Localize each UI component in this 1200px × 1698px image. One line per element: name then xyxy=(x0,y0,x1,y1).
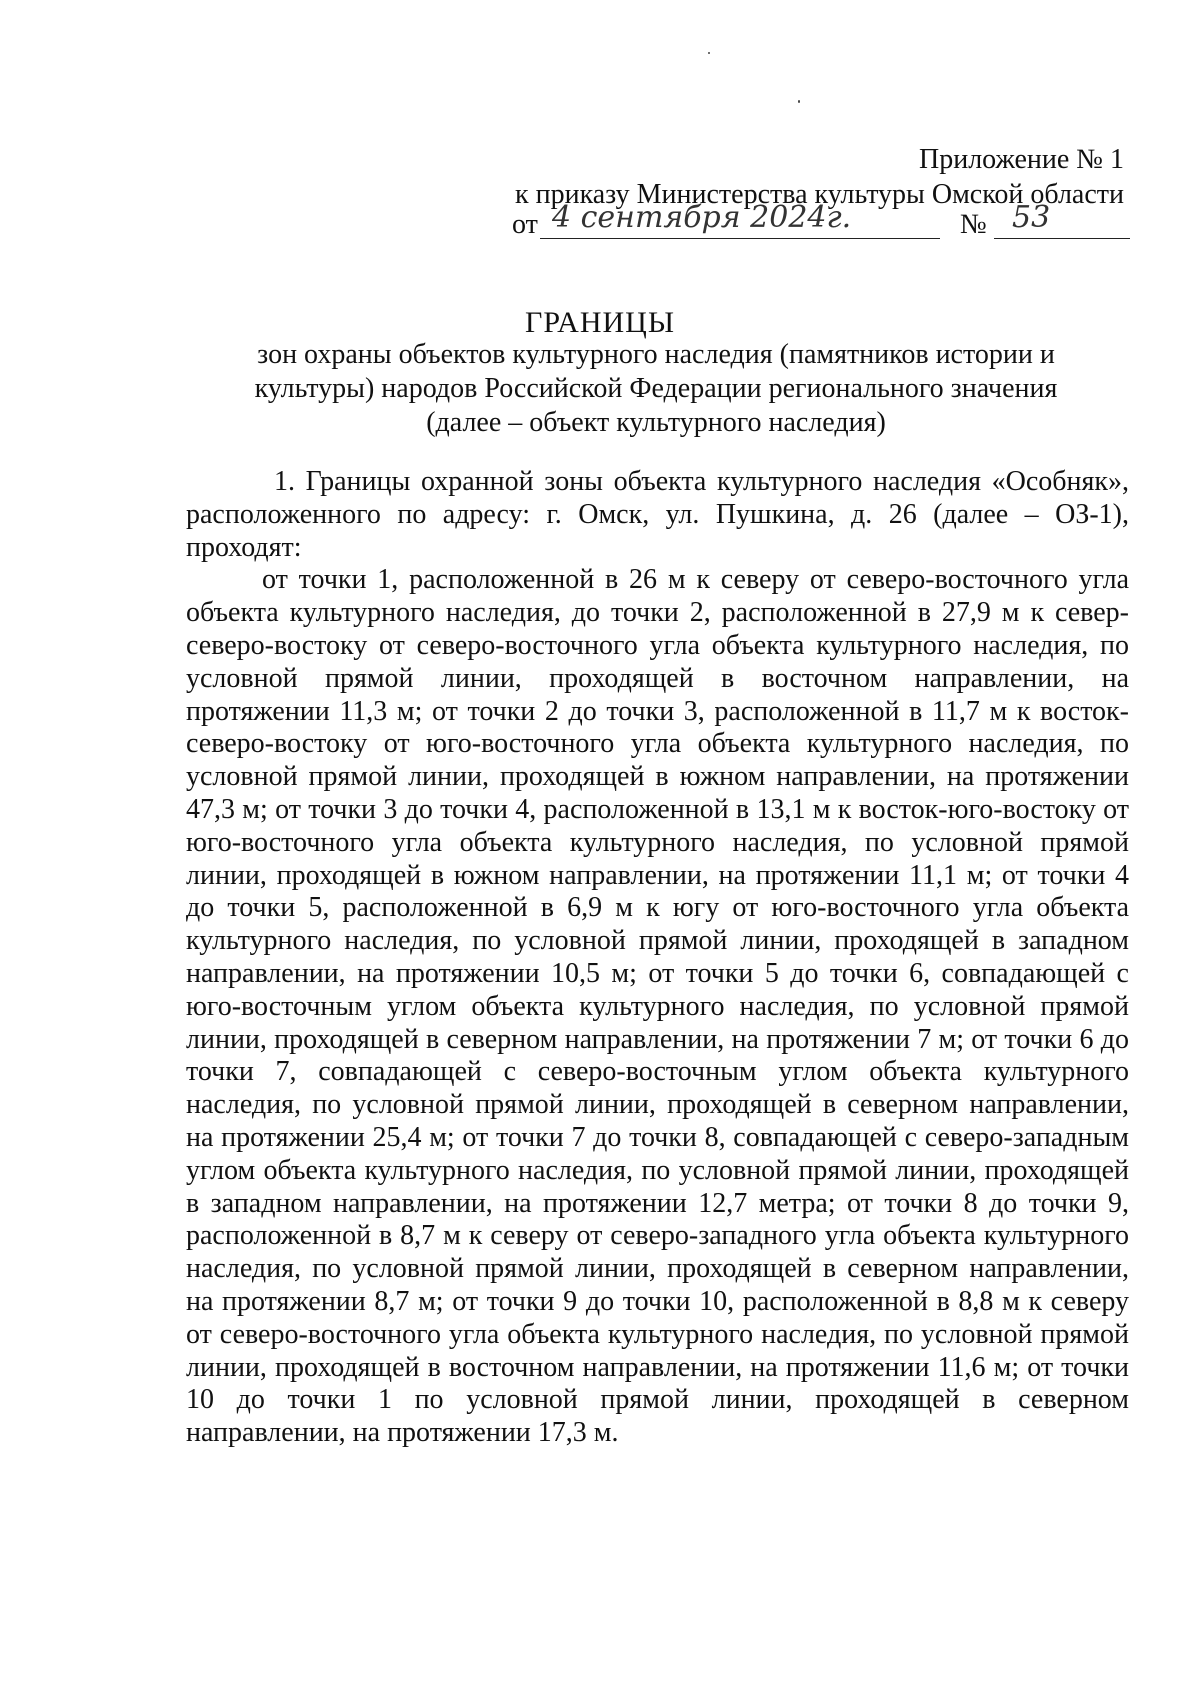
number-prefix: № xyxy=(960,209,987,240)
subtitle-line: (далее – объект культурного наследия) xyxy=(426,407,886,438)
order-reference: к приказу Министерства культуры Омской области xyxy=(515,179,1124,210)
appendix-number: Приложение № 1 xyxy=(919,144,1124,175)
date-prefix: от xyxy=(512,209,538,240)
document-title: ГРАНИЦЫ xyxy=(524,306,675,339)
document-subtitle xyxy=(200,338,1112,440)
number-underline xyxy=(994,238,1130,239)
date-underline xyxy=(540,238,940,239)
scan-speck xyxy=(708,52,710,54)
handwritten-number: 53 xyxy=(1012,200,1051,235)
section-1-intro: 1. Границы охранной зоны объекта культурного наследия «Особняк», расположенного по адресу: г. Омск, ул. Пушкина, д. 26 (далее – ОЗ-1), проходят: xyxy=(186,466,1129,563)
order-date-number-line xyxy=(512,200,1132,245)
document-body xyxy=(186,466,1129,1450)
scan-speck xyxy=(798,100,800,103)
handwritten-date: 4 сентября 2024г. xyxy=(552,200,852,235)
section-1-description: от точки 1, расположенной в 26 м к северу от северо-восточного угла объекта культурного наследия, до точки 2, расположенной в 27,9 м к север-северо-востоку от северо-восточного угла объекта культурного наследия, по условной прямой линии, проходящей в восточном направлении, на протяжении 11,3 м; от точки 2 до точки 3, расположенной в 11,7 м к восток-северо-востоку от юго-восточного угла объекта культурного наследия, по условной прямой линии, проходящей в южном направлении, на протяжении 47,3 м; от точки 3 до точки 4, расположенной в 13,1 м к восток-юго-востоку от юго-восточного угла объекта культурного наследия, по условной прямой линии, проходящей в южном направлении, на протяжении 11,1 м; от точки 4 до точки 5, расположенной в 6,9 м к югу от юго-восточного угла объекта культурного наследия, по условной прямой линии, проходящей в западном направлении, на протяжении 10,5 м; от точки 5 до точки 6, совпадающей с юго-восточным углом объекта культурного наследия, по условной прямой линии, проходящей в северном направлении, на протяжении 7 м; от точки 6 до точки 7, совпадающей с северо-восточным углом объекта культурного наследия, по условной прямой линии, проходящей в северном направлении, на протяжении 25,4 м; от точки 7 до точки 8, совпадающей с северо-западным углом объекта культурного наследия, по условной прямой линии, проходящей в западном направлении, на протяжении 12,7 метра; от точки 8 до точки 9, расположенной в 8,7 м к северу от северо-западного угла объекта культурного наследия, по условной прямой линии, проходящей в северном направлении, на протяжении 8,7 м; от точки 9 до точки 10, расположенной в 8,8 м к северу от северо-восточного угла объекта культурного наследия, по условной прямой линии, проходящей в восточном направлении, на протяжении 11,6 м; от точки 10 до точки 1 по условной прямой линии, проходящей в северном направлении, на протяжении 17,3 м. xyxy=(186,564,1129,1449)
subtitle-line: зон охраны объектов культурного наследия (памятников истории и xyxy=(257,339,1055,370)
subtitle-line: культуры) народов Российской Федерации регионального значения xyxy=(254,373,1058,404)
